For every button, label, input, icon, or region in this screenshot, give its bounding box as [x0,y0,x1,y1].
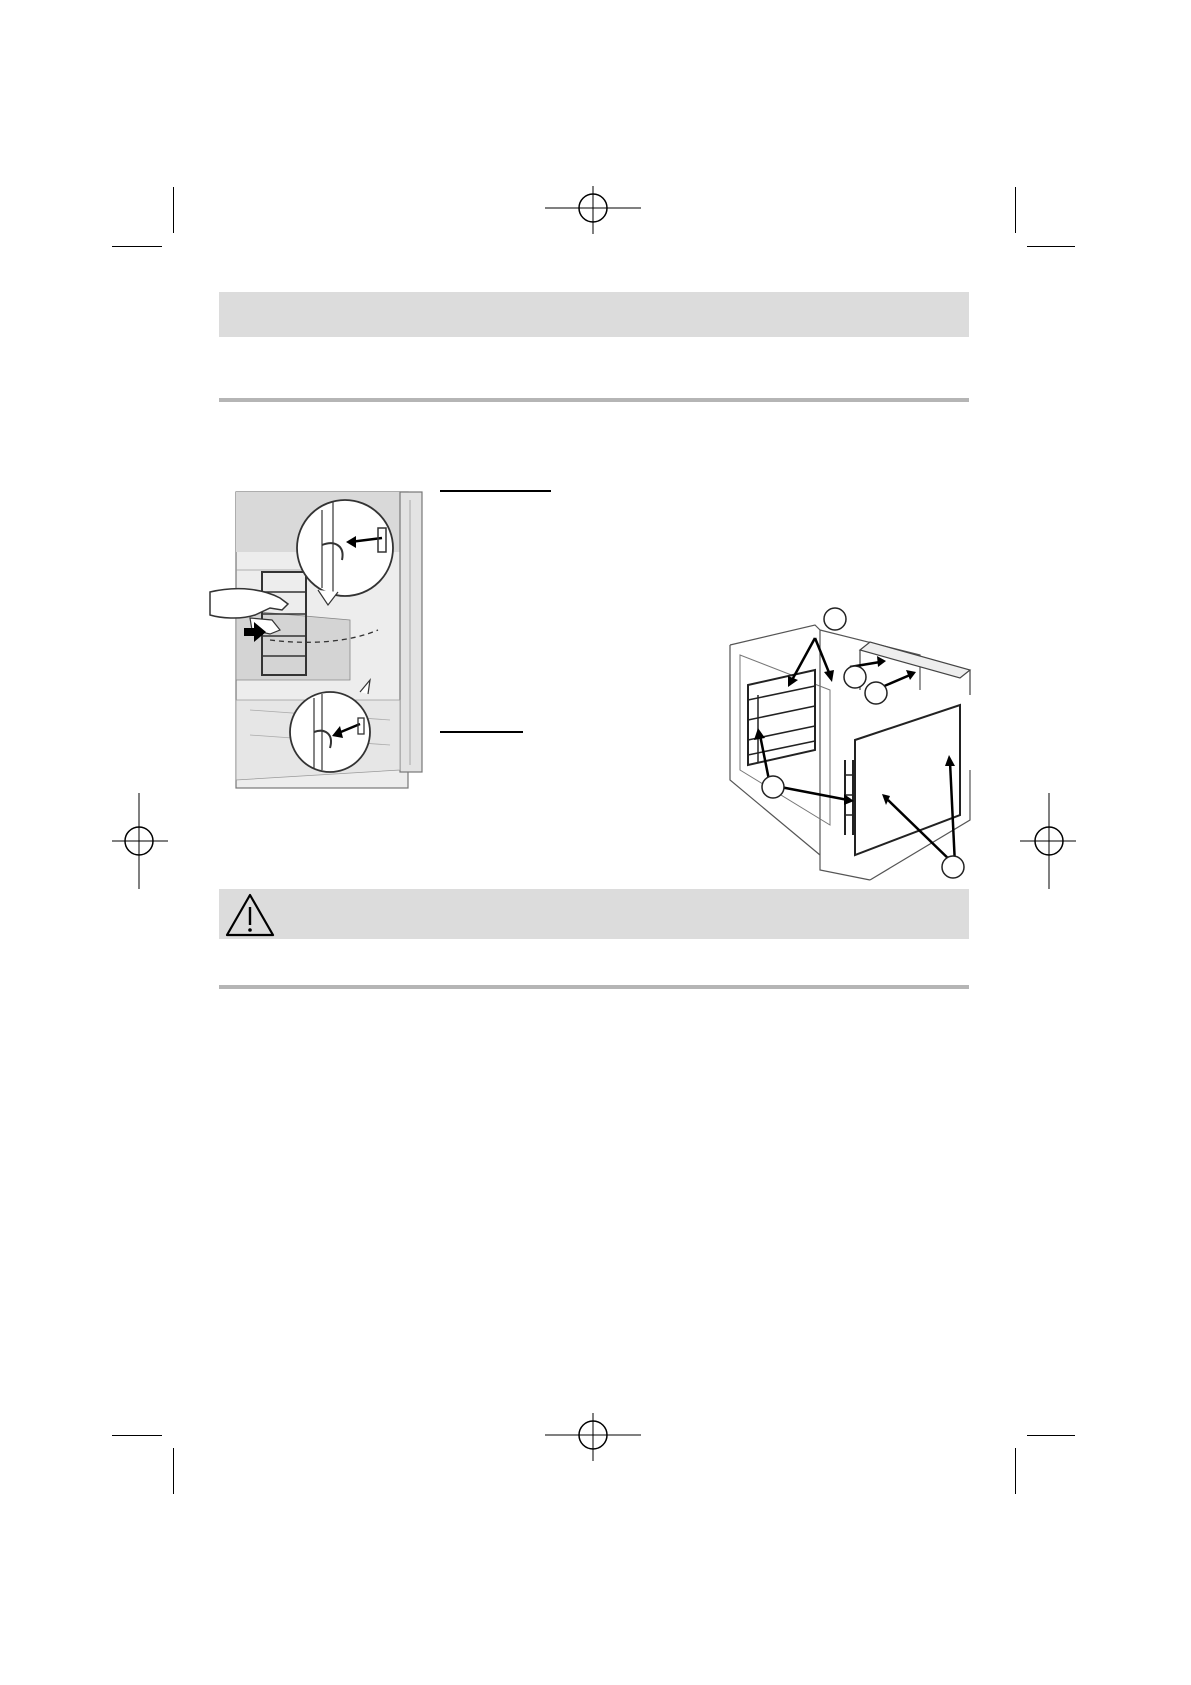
section-divider-top [219,398,969,402]
registration-mark-bottom [545,1413,641,1469]
section-header-band [219,292,969,337]
caption-underline-2 [440,731,523,733]
caption-underline-1 [440,490,551,492]
registration-mark-top [545,186,641,242]
oven-liners-exploded-illustration [720,600,980,880]
warning-band [219,889,969,939]
registration-mark-left [112,793,168,889]
oven-shelf-removal-illustration [210,480,430,792]
registration-mark-right [1020,793,1076,889]
warning-triangle-icon [224,892,276,938]
section-divider-bottom [219,985,969,989]
